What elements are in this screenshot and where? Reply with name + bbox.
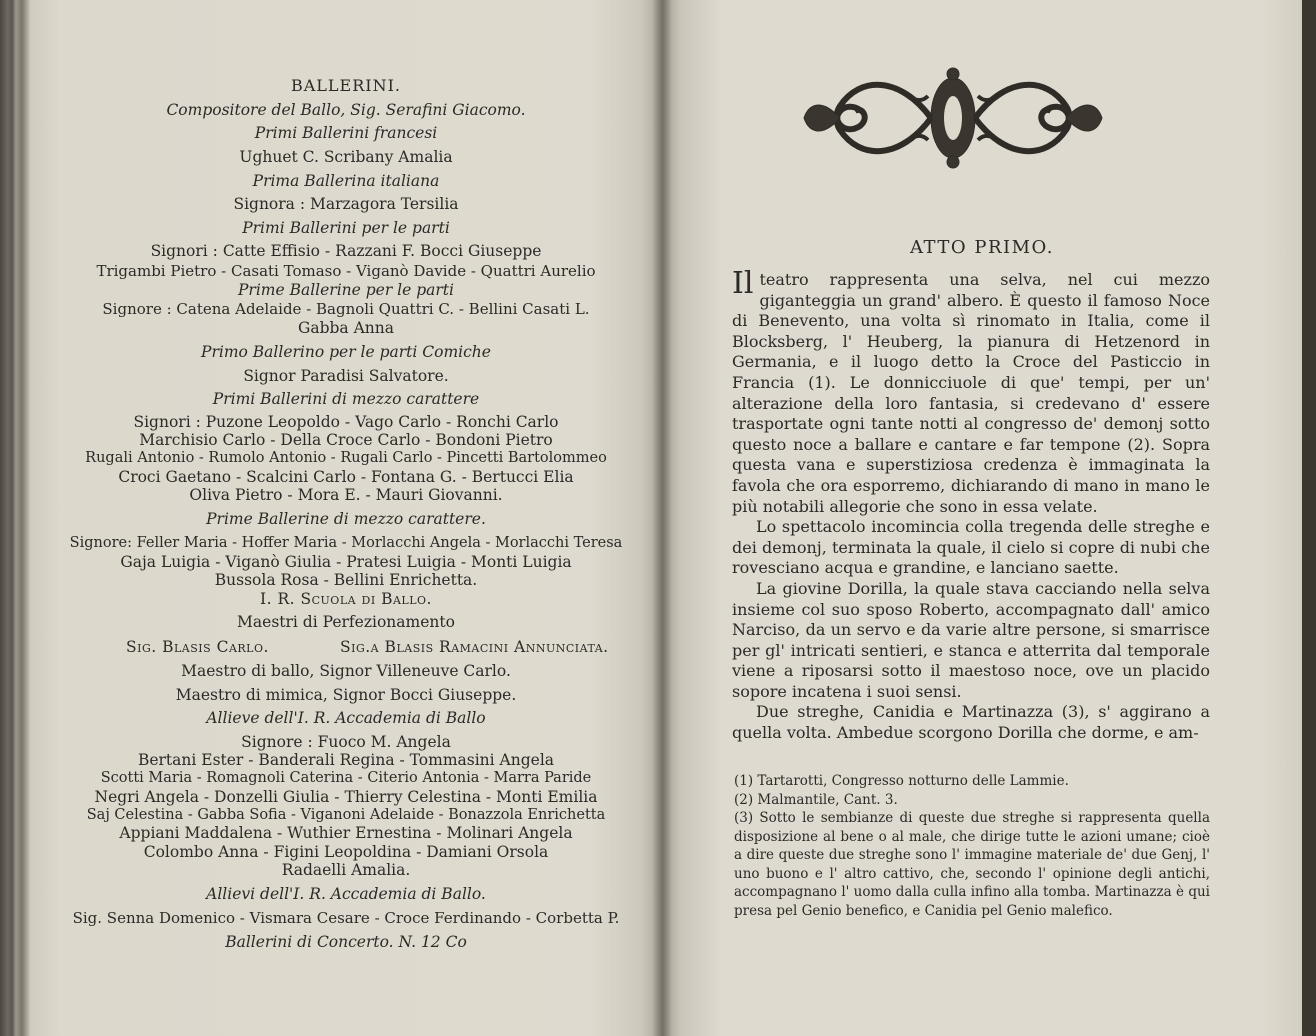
- cast-line: Primo Ballerino per le parti Comiche: [201, 343, 491, 361]
- cast-line: Primi Ballerini di mezzo carattere: [212, 390, 480, 408]
- footnote: (3) Sotto le sembianze di queste due streghe si rappresenta quella disposizione al bene o al male, che dirige tutte le azioni umane; cioè a dire queste due streghe sono l' immagine materiale de' due Genj, l' uno buono e l' altro cattivo, che, secondo l' opinione degli antichi, accompagnano l' uomo dalla culla infino alla tomba. Martinazza è qui presa pel Genio benefico, e Canidia pel Genio malefico.: [734, 810, 1210, 919]
- cast-line: Prime Ballerine di mezzo carattere.: [206, 510, 486, 528]
- paragraph: Due streghe, Canidia e Martinazza (3), s' aggirano a quella volta. Ambedue scorgono Dorilla che dorme, e am-: [732, 702, 1210, 743]
- cast-line: Bussola Rosa - Bellini Enrichetta.: [214, 571, 478, 589]
- cast-line: Scotti Maria - Romagnoli Caterina - Citerio Antonia - Marra Paride: [100, 770, 592, 786]
- cast-line: Prime Ballerine per le parti: [237, 281, 454, 299]
- cast-line: Radaelli Amalia.: [281, 861, 411, 879]
- cast-line: Croci Gaetano - Scalcini Carlo - Fontana G. - Bertucci Elia: [118, 468, 574, 486]
- paragraph: Lo spettacolo incomincia colla tregenda delle streghe e dei demonj, terminata la quale, il cielo si copre di nubi che rovesciano acqua e grandine, e lanciano saette.: [732, 517, 1210, 578]
- footnote: (1) Tartarotti, Congresso notturno delle Lammie.: [734, 773, 1069, 789]
- cast-heading: BALLERINI.: [290, 76, 401, 95]
- cast-line: Signore : Catena Adelaide - Bagnoli Quattri C. - Bellini Casati L.: [102, 300, 590, 318]
- cast-line: Appiani Maddalena - Wuthier Ernestina - Molinari Angela: [119, 824, 573, 842]
- paragraph-text: teatro rappresenta una selva, nel cui mezzo giganteggia un grand' albero. È questo il famoso Noce di Benevento, una volta sì rinomato in Italia, come il Blocksberg, l' Heuberg, la pianura di Hetzenord in Germania, e il luogo detto la Croce del Pasticcio in Francia (1). Le donnicciuole di que' tempi, per un' alterazione della loro fantasia, si credevano d' essere trasportate ogni tante notti al congresso de' demonj sotto questo noce a ballare e cantare e far tempone (2). Sopra questa vana e superstiziosa credenza è immaginata la favola che ora esporremo, dichiarando di mano in mano le più notabili allegorie che sono in essa velate.: [732, 270, 1210, 516]
- cast-line: Signore : Fuoco M. Angela: [241, 733, 451, 751]
- footnote: (2) Malmantile, Cant. 3.: [734, 791, 898, 808]
- ornamental-headpiece: [800, 66, 1106, 170]
- cast-line: Allieve dell'I. R. Accademia di Ballo: [206, 709, 486, 727]
- cast-line: Oliva Pietro - Mora E. - Mauri Giovanni.: [189, 486, 503, 504]
- cast-line: Trigambi Pietro - Casati Tomaso - Viganò Davide - Quattri Aurelio: [96, 262, 596, 280]
- background-edge: [1302, 0, 1316, 1036]
- cast-line: Saj Celestina - Gabba Sofia - Viganoni Adelaide - Bonazzola Enrichetta: [86, 807, 606, 823]
- cast-line: Signori : Catte Effisio - Razzani F. Bocci Giuseppe: [150, 242, 542, 260]
- cast-line: Gabba Anna: [297, 319, 395, 337]
- cast-line: Sig. Senna Domenico - Vismara Cesare - Croce Ferdinando - Corbetta P.: [72, 909, 620, 927]
- cast-line: Marchisio Carlo - Della Croce Carlo - Bondoni Pietro: [139, 431, 553, 449]
- cast-line: I. R. Scuola di Ballo.: [260, 590, 432, 608]
- paragraph: [732, 266, 1210, 517]
- act-title: ATTO PRIMO.: [910, 237, 1054, 258]
- left-page: [30, 0, 662, 1036]
- cast-list: [30, 0, 662, 1036]
- drop-cap: Il: [732, 266, 754, 301]
- cast-line: Signore: Feller Maria - Hoffer Maria - Morlacchi Angela - Morlacchi Teresa: [69, 535, 623, 551]
- cast-line: Allievi dell'I. R. Accademia di Ballo.: [206, 885, 486, 903]
- paragraph: La giovine Dorilla, la quale stava cacciando nella selva insieme col suo sposo Roberto, accompagnato dall' amico Narciso, da un servo e da varie altre persone, si smarrisce per gl' intricati sentieri, e stanca e atterrita dal temporale viene a riposarsi sotto il maestoso noce, ove un placido sopore incatena i suoi sensi.: [732, 578, 1210, 701]
- cast-line: Gaja Luigia - Viganò Giulia - Pratesi Luigia - Monti Luigia: [120, 553, 572, 571]
- cast-line: Bertani Ester - Banderali Regina - Tommasini Angela: [137, 751, 555, 769]
- cast-line: Maestro di ballo, Signor Villeneuve Carlo.: [181, 662, 511, 680]
- cast-line: Signori : Puzone Leopoldo - Vago Carlo - Ronchi Carlo: [133, 413, 559, 431]
- cast-line: Sig. Blasis Carlo.: [126, 638, 269, 656]
- act-body-text: [732, 266, 1210, 744]
- footnotes: [734, 772, 1210, 920]
- book-page-edges: [0, 0, 34, 1036]
- cast-line: Maestro di mimica, Signor Bocci Giuseppe.: [175, 686, 517, 704]
- cast-line: Primi Ballerini per le parti: [242, 219, 450, 237]
- cast-line: Prima Ballerina italiana: [252, 172, 440, 190]
- cast-line: Negri Angela - Donzelli Giulia - Thierry Celestina - Monti Emilia: [94, 788, 598, 806]
- cast-line: Signor Paradisi Salvatore.: [243, 367, 449, 385]
- cast-line: Compositore del Ballo, Sig. Serafini Giacomo.: [166, 101, 526, 119]
- cast-line: Primi Ballerini francesi: [254, 124, 438, 142]
- cast-line: Ughuet C. Scribany Amalia: [239, 148, 453, 166]
- cast-line: Rugali Antonio - Rumolo Antonio - Rugali Carlo - Pincetti Bartolommeo: [85, 450, 607, 466]
- cast-line: Colombo Anna - Figini Leopoldina - Damiani Orsola: [143, 843, 549, 861]
- cast-line: Signora : Marzagora Tersilia: [233, 195, 459, 213]
- book-gutter: [652, 0, 672, 1036]
- cast-line: Maestri di Perfezionamento: [237, 613, 455, 631]
- cast-line: Sig.a Blasis Ramacini Annunciata.: [340, 638, 609, 656]
- cast-line: Ballerini di Concerto. N. 12 Co: [225, 933, 467, 951]
